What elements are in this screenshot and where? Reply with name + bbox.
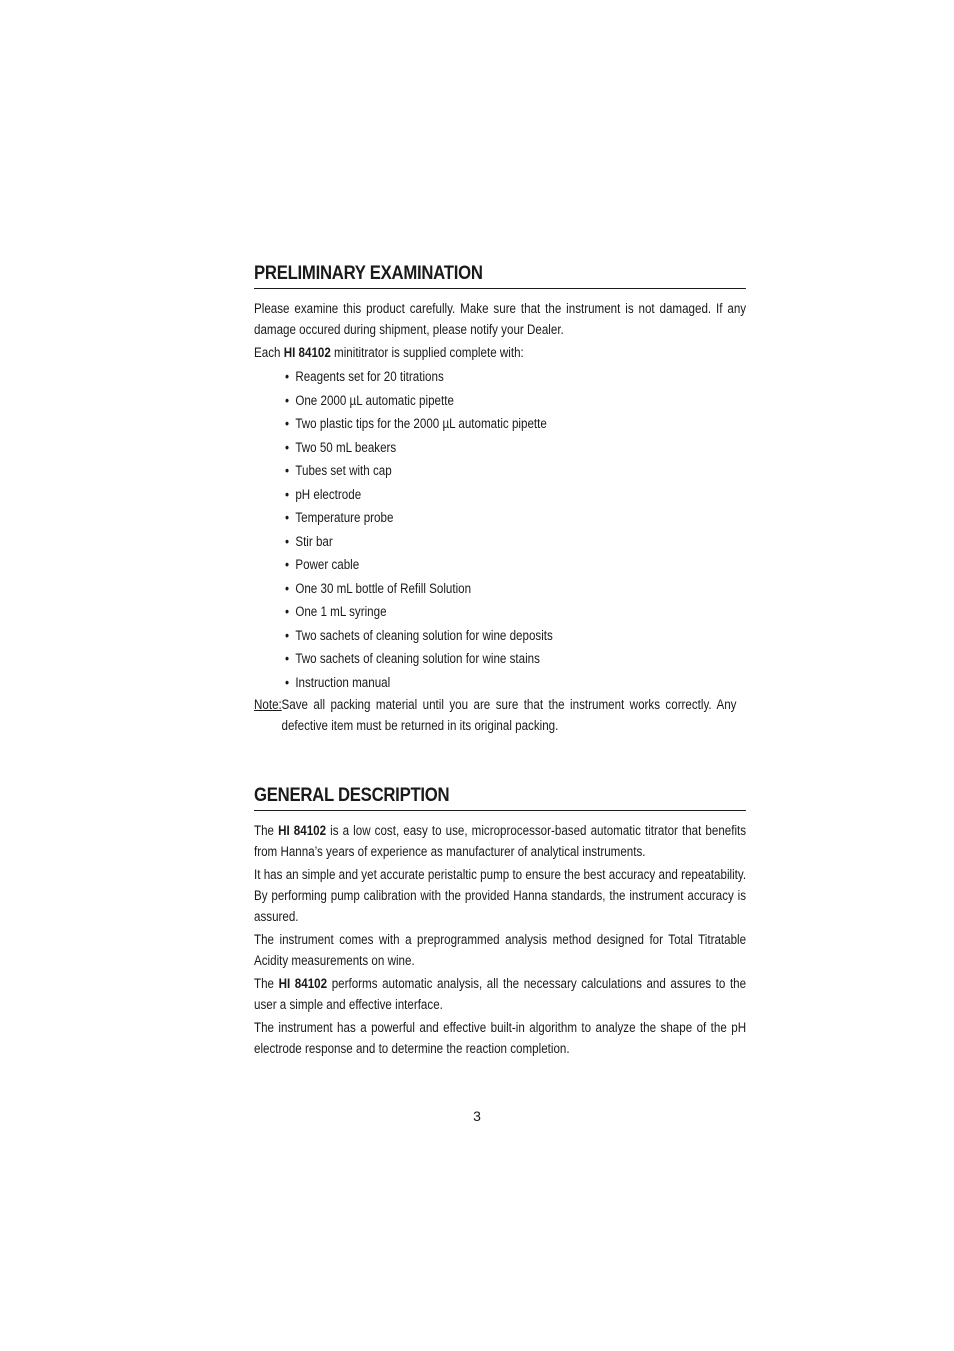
list-item: • Two 50 mL beakers xyxy=(285,439,397,455)
page-number: 3 xyxy=(473,1108,481,1124)
note-block xyxy=(254,694,746,736)
general-description-section xyxy=(254,785,746,1061)
each-prefix: Each xyxy=(254,345,284,360)
description-paragraph-4: The HI 84102 performs automatic analysis, all the necessary calculations and assures to the user a simple and effective interface. xyxy=(254,976,747,1012)
list-item: • Two plastic tips for the 2000 µL automatic pipette xyxy=(285,416,547,431)
list-item: • Tubes set with cap xyxy=(285,463,392,478)
description-paragraph-2: It has an simple and yet accurate peristaltic pump to ensure the best accuracy and repeatability. By performing pump calibration with the provided Hanna standards, the instrument accuracy is assured. xyxy=(254,867,747,924)
preliminary-examination-section xyxy=(254,263,746,736)
list-item: • Reagents set for 20 titrations xyxy=(285,369,444,384)
section-title: PRELIMINARY EXAMINATION xyxy=(254,263,746,289)
supplied-items-list xyxy=(254,365,746,694)
note-label: Note: xyxy=(254,697,282,712)
list-item: • Two sachets of cleaning solution for wine stains xyxy=(285,651,540,666)
model-name: HI 84102 xyxy=(278,823,327,838)
each-suffix: minititrator is supplied complete with: xyxy=(330,345,524,360)
model-name: HI 84102 xyxy=(278,976,328,991)
description-paragraph-5: The instrument has a powerful and effective built-in algorithm to analyze the shape of the pH electrode response and to determine the reaction completion. xyxy=(254,1020,747,1056)
list-item: • Temperature probe xyxy=(285,510,394,525)
list-item: • Stir bar xyxy=(285,533,333,549)
section-title: GENERAL DESCRIPTION xyxy=(254,785,746,811)
list-item: • Instruction manual xyxy=(285,674,391,690)
list-item: • One 2000 µL automatic pipette xyxy=(285,392,454,408)
supplied-with-paragraph xyxy=(254,342,746,363)
note-text: Save all packing material until you are sure that the instrument works correctly. Any defective item must be returned in its original packing. xyxy=(281,697,737,733)
list-item: • Two sachets of cleaning solution for wine deposits xyxy=(285,627,553,643)
intro-paragraph: Please examine this product carefully. Make sure that the instrument is not damaged. If any damage occured during shipment, please notify your Dealer. xyxy=(254,301,747,337)
description-paragraph-1: The HI 84102 is a low cost, easy to use, microprocessor-based automatic titrator that benefits from Hanna’s years of experience as manufacturer of analytical instruments. xyxy=(254,823,747,859)
list-item: • One 30 mL bottle of Refill Solution xyxy=(285,580,472,596)
model-name: HI 84102 xyxy=(283,345,331,360)
list-item: • pH electrode xyxy=(285,486,362,502)
list-item: • One 1 mL syringe xyxy=(285,604,387,619)
list-item: • Power cable xyxy=(285,557,360,572)
description-paragraph-3: The instrument comes with a preprogrammed analysis method designed for Total Titratable Acidity measurements on wine. xyxy=(254,932,747,968)
